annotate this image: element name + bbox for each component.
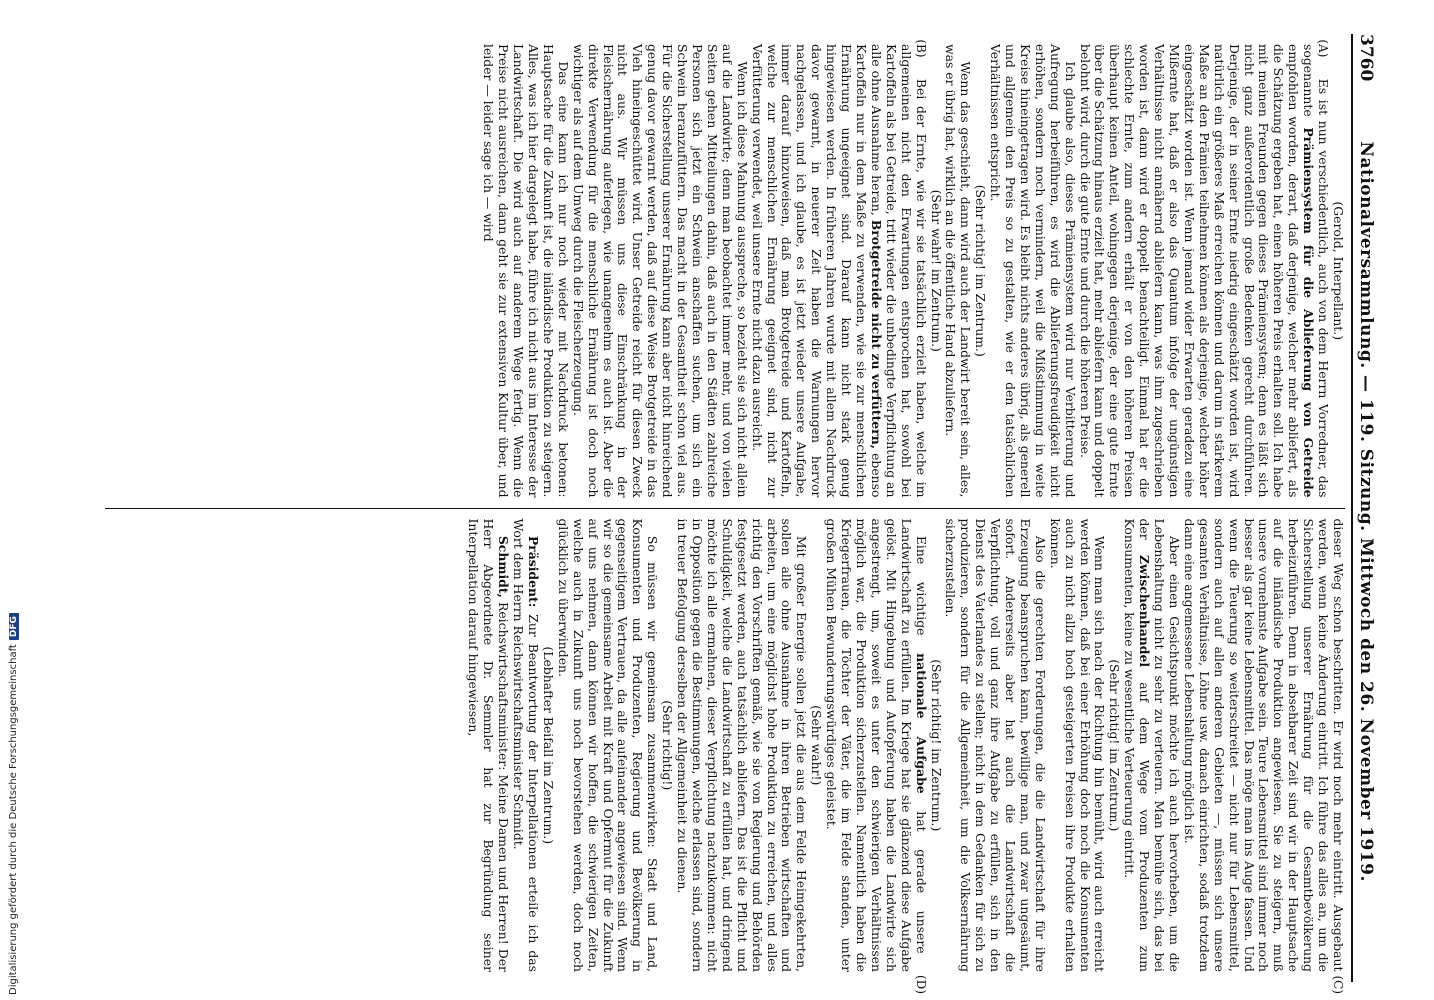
- paragraph: Aber einen Gesichtspunkt möchte ich auch hervorheben, um die Lebenshaltung nicht zu sehr zu verteuern. Man bemühe sich, das bei der Zwischenhandel auf dem Wege vom Produzenten zum Konsumenten, keine zu wesentliche Verteuerung eintritt.: [1122, 518, 1183, 972]
- margin-marker-b: (B): [913, 39, 928, 58]
- paragraph: Das eine kann ich nur noch wieder mit Nachdruck betonen: Hauptsache für die Zukunft ist, die inländische Produktion zu steigern. Alles, was ich hier dargelegt habe, führe ich nicht aus im Interesse der Landwirtschaft. Die wird auch auf anderem Wege fertig. Wenn die Preise nicht ausreichen, dann geht sie zur extensiven Kultur über, und leider — leider sage ich — wird: [481, 44, 571, 498]
- paragraph: Präsident: Zur Beantwortung der Interpellationen erteile ich das Wort dem Herrn Reichswirtschaftsminister Schmidt.: [511, 518, 542, 972]
- interjection: (Sehr wahr!): [809, 705, 825, 786]
- page-number: 3760: [1356, 34, 1376, 82]
- running-head: [1351, 34, 1376, 982]
- speaker-schmidt: Schmidt,: [496, 535, 512, 598]
- interjection: (Sehr richtig!): [660, 700, 676, 791]
- paragraph: Schmidt, Reichswirtschaftsminister: Meine Damen und Herren! Der Herr Abgeordnete Dr. Semmler hat zur Begründung seiner Interpellation darauf hingewiesen,: [466, 518, 512, 972]
- interjection: (Lebhafter Beifall im Zentrum.): [540, 646, 556, 845]
- bold-phrase: nationale Aufgabe: [913, 653, 929, 794]
- page-title: Nationalversammlung. — 119. Sitzung. Mittwoch den 26. November 1919.: [1356, 141, 1376, 882]
- paragraph: Mit großer Energie sollen jetzt die aus dem Felde Heimgekehrten, sollen alle ohne Ausnahme in ihren Betrieben wirtschaften und arbeiten, um eine möglichst hohe Produktion zu erreichen, und alles richtig den Vorschriften gemäß, wie sie von Regierung und Behörden festgesetzt werden, auch tatsächlich abliefern. Das ist die Pflicht und Schuldigkeit, welche die Landwirtschaft zu erfüllen hat, und dringend möchte ich alle ermahnen, dieser Verpflichtung nachzukommen: nicht in Opposition gegen die Bestimmungen, welche erlassen sind, sondern in treuer Befolgung derselben der Allgemeinheit zu dienen.: [675, 518, 810, 972]
- dfg-logo: DFG: [9, 613, 19, 640]
- paragraph: Ich glaube also, dieses Prämiensystem wird nur Verbitterung und Aufregung herbeiführen, es wird die Ablieferungsfreudigkeit nicht erhöhen, sondern noch vermindern, weil die Mißstimmung in weite Kreise hineingetragen wird. Es bleibt nichts anderes übrig, als generell und allgemein den Preis so zu gestalten, wie er den tatsächlichen Verhältnissen entspricht.: [988, 44, 1078, 498]
- bold-phrase: Prämiensystem für die Ablieferung von Getreide: [1301, 127, 1317, 498]
- interjection: (Sehr wahr! im Zentrum.): [928, 189, 944, 352]
- digitization-credit: [8, 613, 19, 995]
- interjection: (Sehr richtig! im Zentrum.): [973, 184, 989, 357]
- paragraph: (A) Es ist nun verschiedentlich, auch von dem Herrn Vorredner, das sogenannte Prämiensystem für die Ablieferung von Getreide empfohlen worden, derart, daß derjenige, welcher mehr abliefert, als die Schätzung ergeben hat, einen höheren Preis erhalten soll. Ich habe mit meinen Freunden gegen dieses Prämiensystem; denn es läßt sich nicht ganz außerordentlich große Bedenken gerecht durchführen. Derjenige, der in seiner Ernte niedrig eingeschätzt worden ist, wird natürlich ein größeres Maß erreichen können und darum in stärkerem Maße an den Prämien teilnehmen können als derjenige, welcher höher eingeschätzt worden ist. Wenn jemand wider Erwarten geradezu eine Mißernte hat, daß er also das Quantum infolge der ungünstigen Verhältnisse nicht annähernd abliefern kann, was ihm zugeschrieben worden ist, dann wird er doppelt benachteiligt. Einmal hat er die schlechte Ernte, zum andern erhält er von den höheren Preisen überhaupt keinen Anteil, wohingegen derjenige, der eine gute Ernte über die Schätzung hinaus erzielt hat, mehr abliefern kann und doppelt belohnt wird, durch die gute Ernte und durch die höheren Preise.: [1077, 44, 1330, 498]
- interjection: (Sehr richtig! im Zentrum.): [1107, 659, 1123, 832]
- interjection: (Sehr richtig! im Zentrum.): [928, 659, 944, 832]
- paragraph: Wenn man sich nach der Richtung hin bemüht, wird auch erreicht werden können, daß bei einer Erhöhung doch noch die Konsumenten auch zu nicht allzu hoch gesteigerten Preisen ihre Produkte erhalten können.: [1047, 518, 1108, 972]
- paragraph: (D) Eine wichtige nationale Aufgabe hat gerade unsere Landwirtschaft zu erfüllen. Im Kriege hat sie glänzend diese Aufgabe gelöst. Mit Hingebung und Aufopferung haben die Landwirte sich angestrengt, um, soweit es unter den schwierigen Verhältnissen möglich war, die Produktion sicherzustellen. Namentlich haben die Kriegerfrauen, die Töchter der Väter, die im Felde standen, unter großen Mühen Bewunderungswürdiges geleistet.: [824, 518, 929, 994]
- credit-text: Digitalisierung gefördert durch die Deutsche Forschungsgemeinschaft: [8, 644, 19, 995]
- left-column: [105, 34, 1345, 508]
- paragraph: So müssen wir gemeinsam zusammenwirken: Stadt und Land, Konsumenten und Produzenten, Regierung und Bevölkerung in gegenseitigem Vertrauen, da alle aufeinander angewiesen sind. Wenn wir so die gemeinsame Arbeit mit Kraft und Opfermut für die Zukunft auf uns nehmen, dann können wir hoffen, die schwierigen Zeiten, welche auch in Zukunft uns noch bevorstehen werden, doch noch glücklich zu überwinden.: [555, 518, 661, 972]
- margin-marker-c: (C): [1331, 975, 1345, 994]
- speaker-president: Präsident:: [526, 535, 542, 608]
- margin-marker-d: (D): [913, 975, 928, 994]
- bold-phrase: Zwischenhandel: [1137, 554, 1153, 668]
- paragraph: (B) Bei der Ernte, wie wir sie tatsächlich erzielt haben, welche im allgemeinen nicht den Erwartungen entsprochen hat, sowohl bei Kartoffeln als bei Getreide, tritt wieder die unbedingte Verpflichtung an alle ohne Ausnahme heran, Brotgetreide nicht zu verfüttern, ebenso Kartoffeln nur in dem Maße zu verwenden, wie sie zur menschlichen Ernährung ungeeignet sind. Darauf kann nicht stark genug hingewiesen werden. In früheren Jahren wurde mit allem Nachdruck davor gewarnt, in neuerer Zeit haben die Warnungen hervor nachgelassen, und ich glaube, es ist jetzt wieder unsere Aufgabe, immer darauf hinzuweisen, daß man Brotgetreide und Kartoffeln, welche zur menschlichen Ernährung geeignet sind, nicht zur Verfütterung verwendet, weil unsere Ernte nicht dazu ausreicht.: [749, 44, 928, 498]
- bold-phrase: Brotgetreide nicht zu verfüttern,: [868, 219, 884, 450]
- margin-marker-a: (A): [1316, 39, 1331, 58]
- rotated-page: [80, 28, 1380, 994]
- right-column: [105, 508, 1346, 994]
- speaker-line: (Gerold, Interpellant.): [1331, 201, 1346, 341]
- paragraph: Wenn das geschieht, dann wird auch der Landwirt bereit sein, alles, was er übrig hat, wirklich an die öffentliche Hand abzuliefern.: [943, 44, 974, 498]
- paragraph: (C) dieser Weg schon beschritten. Er wird noch mehr eintritt. Ausgebaut werden, wenn keine Änderung eintritt. Ich führe das alles an, um die Sicherstellung unserer Ernährung für die Gesamtbevölkerung herbeizuführen. Denn in absehbarer Zeit sind wir in der Hauptsache auf die inländische Produktion angewiesen. Sie zu steigern, muß unsere vornehmste Aufgabe sein. Teure Lebensmittel sind immer noch besser als gar keine Lebensmittel. Das möge man ins Auge fassen. Und wenn die Teuerung so weiterschreitet — nicht nur für Lebensmittel, sondern auch auf allen anderen Gebieten —, müssen sich unsere gesamten Verhältnisse, Löhne usw. danach einrichten, sodaß trotzdem dann eine angemessene Lebenshaltung möglich ist.: [1181, 518, 1346, 994]
- paragraph: Wenn ich diese Mahnung ausspreche, so bezieht sie sich nicht allein auf die Landwirte; denn man beobachtet immer mehr, und von vielen Seiten gehen Mitteilungen dahin, daß auch in den Städten zahlreiche Personen sich jetzt ein Schwein anschaffen suchen, um sich ein Schwein heranzufüttern. Das macht in der Gesamtheit schon viel aus. Für die Sicherstellung unserer Ernährung kann aber nicht hinreichend genug davor gewarnt werden, daß auf diese Weise Brotgetreide in das Vieh hineingeschüttet wird. Unser Getreide reicht für diesen Zweck nicht aus. Wir müssen uns diese Einschränkung in der Fleischernährung auferlegen, wie unangenehm es auch ist. Aber die direkte Verwendung für die menschliche Ernährung ist doch noch wichtiger als auf dem Umweg durch die Fleischerzeugung.: [570, 44, 750, 498]
- paragraph: Also die gerechten Forderungen, die die Landwirtschaft für ihre Erzeugung beanspruchen kann, bewillige man, und zwar ungesäumt, sofort. Andererseits aber hat auch die Landwirtschaft die Verpflichtung, voll und ganz ihre Aufgabe zu erfüllen, sich in den Dienst des Vaterlandes zu stellen; nicht in dem Gedanken für sich zu produzieren, sondern für die Allgemeinheit, um die Volksernährung sicherzustellen.: [943, 518, 1048, 972]
